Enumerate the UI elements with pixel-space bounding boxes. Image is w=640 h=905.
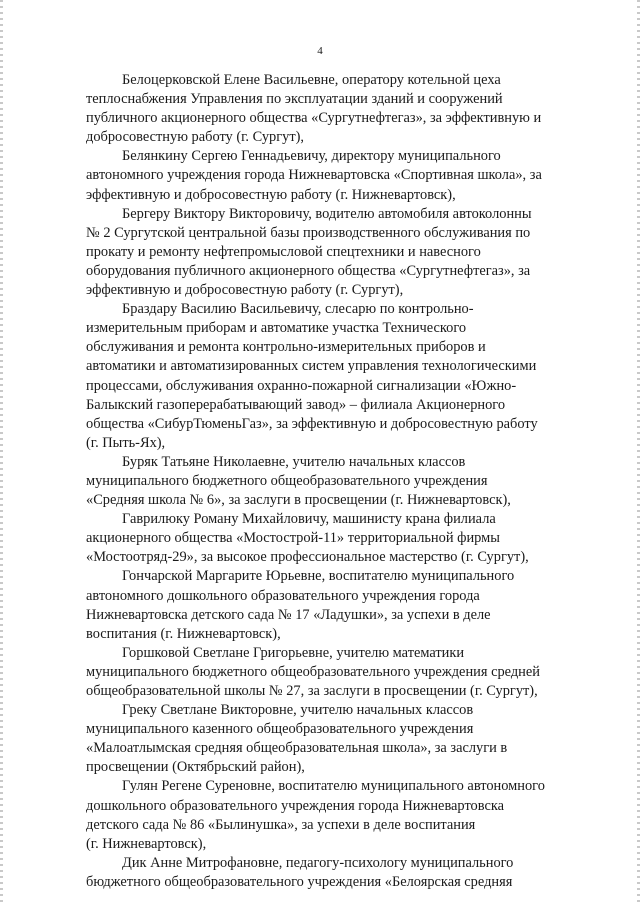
award-paragraph: Белоцерковской Елене Васильевне, оператору котельной цеха теплоснабжения Управления по эксплуатации зданий и сооружений публичного акционерного общества «Сургутнефтегаз», за эффективную и добросовестную работу (г. Сургут), [86, 72, 542, 146]
award-paragraph: Белянкину Сергею Геннадьевичу, директору муниципального автономного учреждения города Нижневартовска «Спортивная школа», за эффективную и добросовестную работу (г. Нижневартовск), [86, 148, 542, 203]
award-paragraph: Гончарской Маргарите Юрьевне, воспитателю муниципального автономного дошкольного образовательного учреждения города Нижневартовска детского сада № 17 «Ладушки», за успехи в деле воспитания (г. Нижневартовск), [86, 568, 515, 642]
scan-edge-left [0, 0, 3, 905]
page-number: 4 [317, 45, 323, 57]
award-paragraph: Гаврилюку Роману Михайловичу, машинисту крана филиала акционерного общества «Мостострой-11» территориальной фирмы «Мостоотряд-29», за высокое профессиональное мастерство (г. Сургут), [86, 511, 529, 566]
award-paragraph: Браздару Василию Васильевичу, слесарю по контрольно- измерительным приборам и автоматике участка Технического обслуживания и ремонта контрольно-измерительных приборов и автоматики и автоматизированных систем управления технологическими процессами, обслуживания охранно-пожарной сигнализации «Южно- Балыкский газоперерабатывающий завод» – филиала Акционерного общества «СибурТюменьГаз», за эффективную и добросовестную работу (г. Пыть-Ях), [86, 301, 538, 451]
award-paragraph: Бергеру Виктору Викторовичу, водителю автомобиля автоколонны № 2 Сургутской центральной базы производственного обслуживания по прокату и ремонту нефтепромысловой спецтехники и навесного оборудования публичного акционерного общества «Сургутнефтегаз», за эффективную и добросовестную работу (г. Сургут), [86, 205, 532, 299]
award-paragraph: Гулян Регене Суреновне, воспитателю муниципального автономного дошкольного образовательного учреждения города Нижневартовска детского сада № 86 «Былинушка», за успехи в деле воспитания (г. Нижневартовск), [86, 778, 545, 852]
document-body [86, 71, 573, 892]
award-paragraph: Греку Светлане Викторовне, учителю начальных классов муниципального казенного общеобразовательного учреждения «Малоатлымская средняя общеобразовательная школа», за заслуги в просвещении (Октябрьский район), [86, 702, 508, 776]
award-paragraph: Горшковой Светлане Григорьевне, учителю математики муниципального бюджетного общеобразовательного учреждения средней общеобразовательной школы № 27, за заслуги в просвещении (г. Сургут), [86, 644, 540, 699]
award-paragraph: Буряк Татьяне Николаевне, учителю начальных классов муниципального бюджетного общеобразовательного учреждения «Средняя школа № 6», за заслуги в просвещении (г. Нижневартовск), [86, 453, 511, 509]
award-paragraph: Дик Анне Митрофановне, педагогу-психологу муниципального бюджетного общеобразовательного учреждения «Белоярская средняя [86, 854, 514, 890]
